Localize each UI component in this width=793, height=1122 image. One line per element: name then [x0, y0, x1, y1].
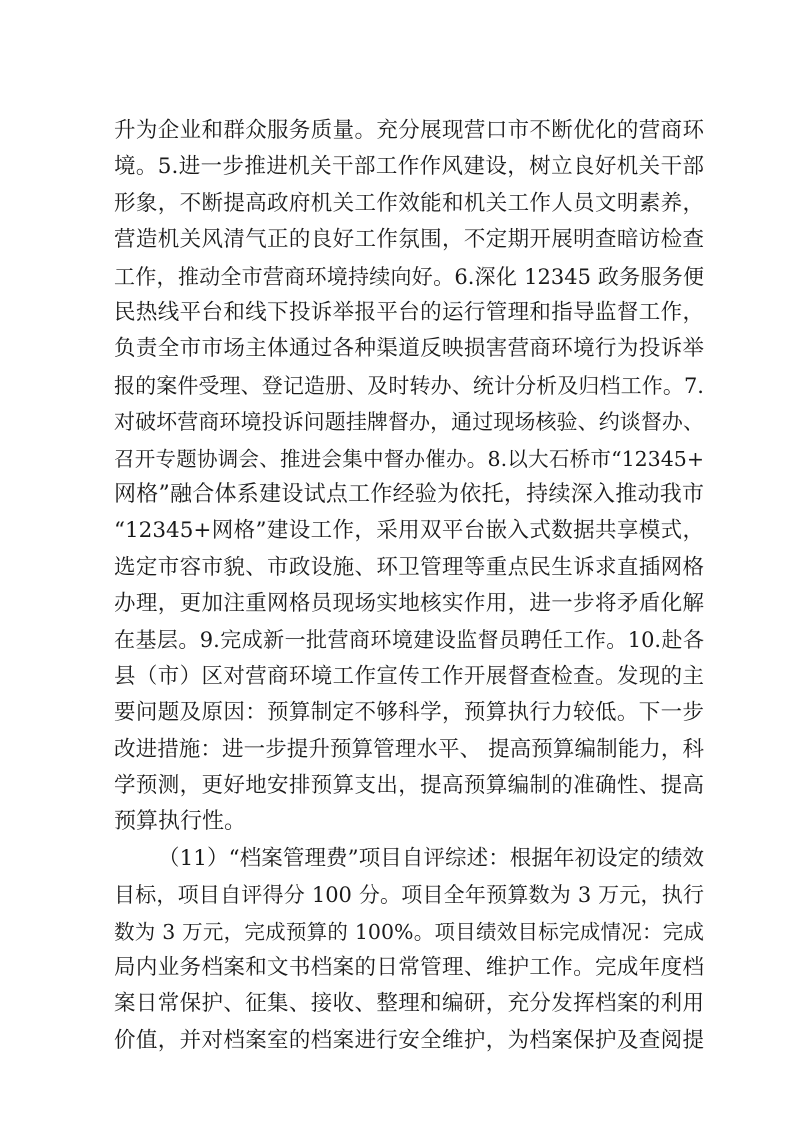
paragraph-end-line: 预算执行性。	[114, 809, 247, 835]
text-line: 形象，不断提高政府机关工作效能和机关工作人员文明素养，	[114, 190, 704, 216]
body-text	[114, 113, 704, 1059]
text-line: 数为 3 万元，完成预算的 100%。项目绩效目标完成情况：完成	[114, 919, 704, 944]
text-line: 目标，项目自评得分 100 分。项目全年预算数为 3 万元，执行	[114, 883, 704, 908]
text-line: “12345+网格”建设工作，采用双平台嵌入式数据共享模式，	[114, 518, 704, 544]
text-line: 报的案件受理、登记造册、及时转办、统计分析及归档工作。7.	[114, 373, 704, 398]
text-line: 学预测，更好地安排预算支出，提高预算编制的准确性、提高	[114, 773, 704, 799]
text-line: 选定市容市貌、市政设施、环卫管理等重点民生诉求直插网格	[114, 554, 704, 580]
text-line: 在基层。9.完成新一批营商环境建设监督员聘任工作。10.赴各	[114, 628, 704, 653]
text-line: 案日常保护、征集、接收、整理和编研，充分发挥档案的利用	[114, 991, 704, 1017]
text-line: 民热线平台和线下投诉举报平台的运行管理和指导监督工作，	[114, 299, 704, 325]
text-line: 价值，并对档案室的档案进行安全维护，为档案保护及查阅提	[114, 1027, 704, 1053]
text-line: 改进措施：进一步提升预算管理水平、 提高预算编制能力，科	[114, 736, 704, 762]
paragraph-start-line: （11）“档案管理费”项目自评综述：根据年初设定的绩效	[158, 845, 704, 871]
text-line: 营造机关风清气正的良好工作氛围，不定期开展明查暗访检查	[114, 227, 704, 253]
text-line: 对破坏营商环境投诉问题挂牌督办，通过现场核验、约谈督办、	[114, 410, 704, 435]
text-line: 要问题及原因：预算制定不够科学，预算执行力较低。下一步	[114, 700, 704, 726]
text-line: 局内业务档案和文书档案的日常管理、维护工作。完成年度档	[114, 954, 704, 980]
text-line: 召开专题协调会、推进会集中督办催办。8.以大石桥市“12345+	[114, 446, 704, 471]
text-line: 县（市）区对营商环境工作宣传工作开展督查检查。发现的主	[114, 663, 704, 689]
text-line: 升为企业和群众服务质量。充分展现营口市不断优化的营商环	[114, 118, 704, 143]
text-line: 负责全市市场主体通过各种渠道反映损害营商环境行为投诉举	[114, 336, 704, 362]
text-line: 工作，推动全市营商环境持续向好。6.深化 12345 政务服务便	[114, 264, 704, 289]
text-line: 网格”融合体系建设试点工作经验为依托，持续深入推动我市	[114, 481, 704, 507]
text-line: 境。5.进一步推进机关干部工作作风建设，树立良好机关干部	[114, 154, 704, 180]
text-line: 办理，更加注重网格员现场实地核实作用，进一步将矛盾化解	[114, 591, 704, 617]
